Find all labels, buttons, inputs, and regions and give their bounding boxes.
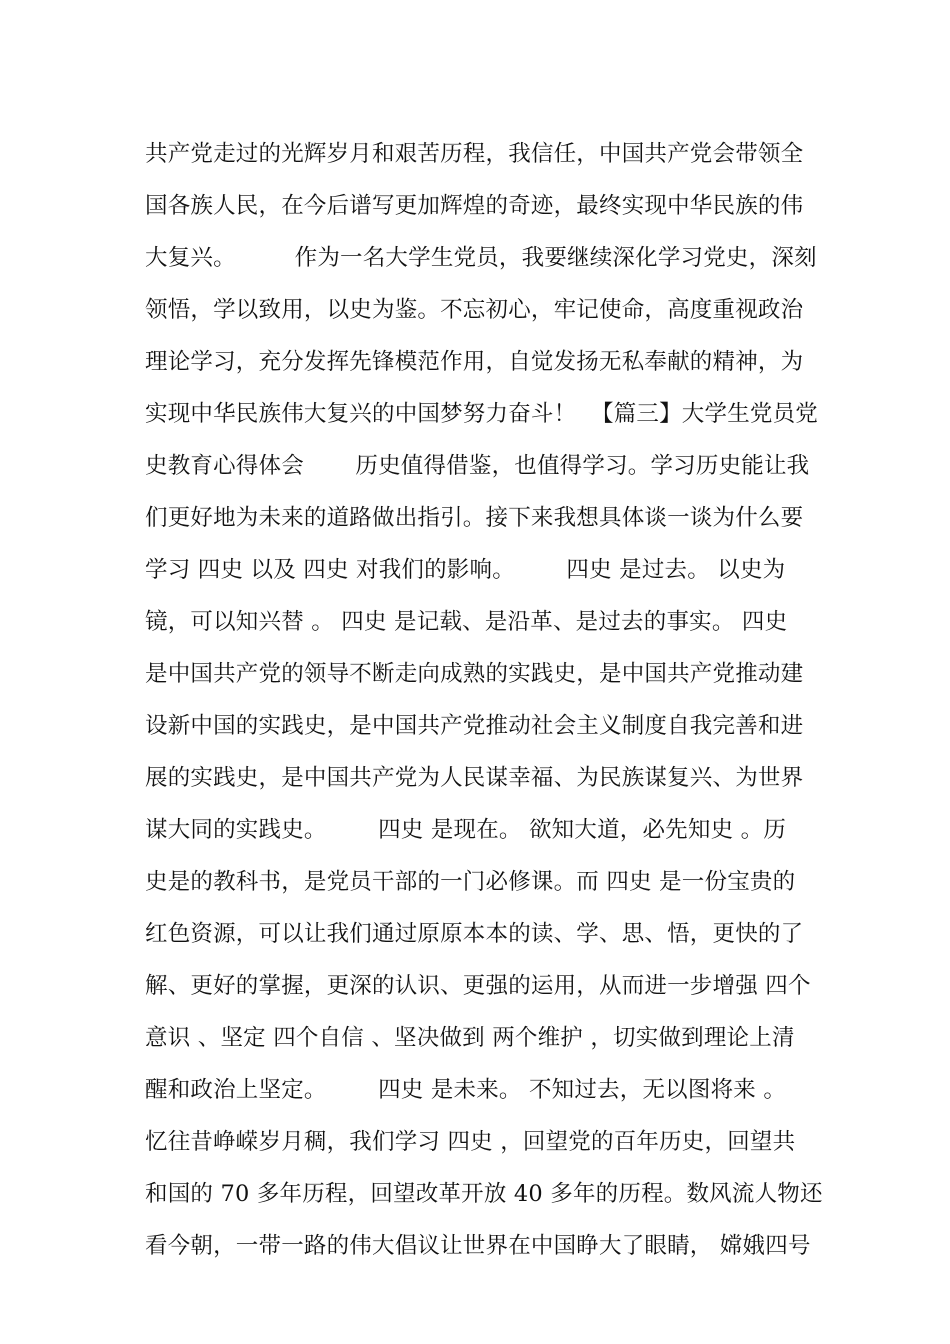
text-line: 史教育心得体会 历史值得借鉴，也值得学习。学习历史能让我 (145, 453, 810, 479)
text-line: 镜，可以知兴替 。 四史 是记载、是沿革、是过去的事实。 四史 (145, 609, 788, 635)
text-line: 理论学习，充分发挥先锋模范作用，自觉发扬无私奉献的精神，为 (145, 349, 804, 375)
text-line: 展的实践史，是中国共产党为人民谋幸福、为民族谋复兴、为世界 (145, 765, 804, 791)
text-line: 和国的 70 多年历程，回望改革开放 40 多年的历程。数风流人物还 (145, 1181, 823, 1207)
text-line: 是中国共产党的领导不断走向成熟的实践史，是中国共产党推动建 (145, 661, 804, 687)
text-line: 们更好地为未来的道路做出指引。接下来我想具体谈一谈为什么要 (145, 505, 804, 531)
text-line: 实现中华民族伟大复兴的中国梦努力奋斗！ 【篇三】大学生党员党 (145, 401, 819, 427)
text-line: 国各族人民，在今后谱写更加辉煌的奇迹，最终实现中华民族的伟 (145, 193, 804, 219)
text-line: 共产党走过的光辉岁月和艰苦历程，我信任，中国共产党会带领全 (145, 141, 804, 167)
text-line: 红色资源，可以让我们通过原原本本的读、学、思、悟，更快的了 (145, 921, 804, 947)
text-line: 看今朝，一带一路的伟大倡议让世界在中国睁大了眼睛， 嫦娥四号 (145, 1233, 811, 1259)
text-line: 大复兴。 作为一名大学生党员，我要继续深化学习党史，深刻 (145, 245, 817, 271)
text-line: 史是的教科书，是党员干部的一门必修课。而 四史 是一份宝贵的 (145, 869, 796, 895)
text-line: 领悟，学以致用，以史为鉴。不忘初心，牢记使命，高度重视政治 (145, 297, 804, 323)
text-line: 学习 四史 以及 四史 对我们的影响。 四史 是过去。 以史为 (145, 557, 786, 583)
text-line: 谋大同的实践史。 四史 是现在。 欲知大道，必先知史 。历 (145, 817, 787, 843)
text-line: 解、更好的掌握，更深的认识、更强的运用，从而进一步增强 四个 (145, 973, 811, 999)
text-line: 设新中国的实践史，是中国共产党推动社会主义制度自我完善和进 (145, 713, 804, 739)
text-line: 意识 、坚定 四个自信 、坚决做到 两个维护 ，切实做到理论上清 (145, 1025, 795, 1051)
text-line: 忆往昔峥嵘岁月稠，我们学习 四史 ，回望党的百年历史，回望共 (145, 1129, 796, 1155)
text-line: 醒和政治上坚定。 四史 是未来。 不知过去，无以图将来 。 (145, 1077, 787, 1103)
body-text (145, 128, 823, 1272)
